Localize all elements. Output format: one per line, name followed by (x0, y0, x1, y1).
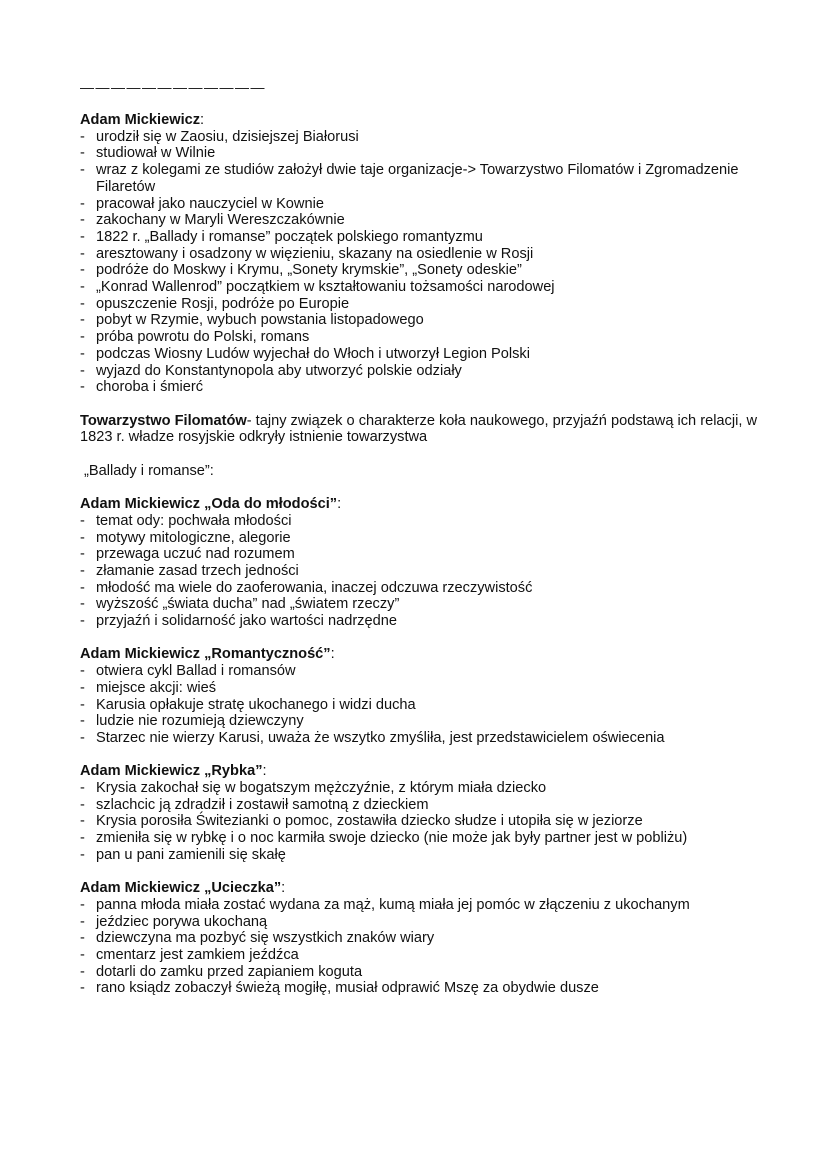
list-item: - podczas Wiosny Ludów wyjechał do Włoch i utworzył Legion Polski (80, 346, 770, 363)
section-rybka (80, 763, 770, 863)
list-item: - pracował jako nauczyciel w Kownie (80, 196, 770, 213)
bullet-list (80, 129, 770, 396)
list-item: - wyjazd do Konstantynopola aby utworzyć polskie odziały (80, 363, 770, 380)
list-item: - choroba i śmierć (80, 379, 770, 396)
list-item: - ludzie nie rozumieją dziewczyny (80, 713, 770, 730)
list-item: - Starzec nie wierzy Karusi, uważa że wszytko zmyśliła, jest przedstawicielem oświecenia (80, 730, 770, 747)
list-item: - pan u pani zamienili się skałę (80, 847, 770, 864)
paragraph (80, 413, 770, 446)
section-heading (80, 496, 770, 513)
section-filomaci (80, 413, 770, 446)
list-item: - opuszczenie Rosji, podróże po Europie (80, 296, 770, 313)
list-item: - dotarli do zamku przed zapianiem koguta (80, 964, 770, 981)
heading-title: Adam Mickiewicz „Oda do młodości” (80, 496, 338, 513)
heading-suffix: : (281, 880, 286, 897)
list-item: - urodził się w Zaosiu, dzisiejszej Białorusi (80, 129, 770, 146)
section-oda-do-mlodosci (80, 496, 770, 630)
heading-title: Towarzystwo Filomatów (80, 412, 247, 429)
separator-line: ———————————— (80, 79, 266, 95)
list-item: - zmieniła się w rybkę i o noc karmiła swoje dziecko (nie może jak były partner jest w pobliżu) (80, 830, 770, 847)
section-ballady-note (80, 463, 770, 480)
list-item: - studiował w Wilnie (80, 145, 770, 162)
list-item: - złamanie zasad trzech jedności (80, 563, 770, 580)
section-heading (80, 112, 770, 129)
section-heading (80, 763, 770, 780)
list-item: - wyższość „świata ducha” nad „światem rzeczy” (80, 596, 770, 613)
list-item: - otwiera cykl Ballad i romansów (80, 663, 770, 680)
heading-title: Adam Mickiewicz „Rybka” (80, 763, 263, 780)
list-item: - szlachcic ją zdradził i zostawił samotną z dzieckiem (80, 797, 770, 814)
heading-suffix: : (337, 496, 342, 513)
heading-suffix: : (200, 112, 205, 128)
heading-title: Adam Mickiewicz „Ucieczka” (80, 880, 282, 897)
bullet-list (80, 513, 770, 630)
paragraph-text: - tajny związek o charakterze koła naukowego, przyjaźń podstawą ich relacji, w 1823 r. władze rosyjskie odkryły istnienie towarzystwa (80, 412, 757, 446)
bullet-list (80, 663, 770, 747)
list-item: - młodość ma wiele do zaoferowania, inaczej odczuwa rzeczywistość (80, 580, 770, 597)
heading-suffix: : (330, 646, 335, 663)
bullet-list (80, 780, 770, 864)
list-item: - wraz z kolegami ze studiów założył dwie taje organizacje-> Towarzystwo Filomatów i Zgromadzenie Filaretów (80, 162, 770, 195)
list-item: - aresztowany i osadzony w więzieniu, skazany na osiedlenie w Rosji (80, 246, 770, 263)
list-item: - „Konrad Wallenrod” początkiem w kształtowaniu tożsamości narodowej (80, 279, 770, 296)
list-item: - przewaga uczuć nad rozumem (80, 546, 770, 563)
list-item: - miejsce akcji: wieś (80, 680, 770, 697)
document-content (80, 112, 770, 1014)
list-item: - przyjaźń i solidarność jako wartości nadrzędne (80, 613, 770, 630)
list-item: - dziewczyna ma pozbyć się wszystkich znaków wiary (80, 930, 770, 947)
list-item: - próba powrotu do Polski, romans (80, 329, 770, 346)
heading-title: Adam Mickiewicz „Romantyczność” (80, 646, 331, 663)
note-text: „Ballady i romanse”: (84, 462, 214, 479)
section-heading (80, 646, 770, 663)
bullet-list (80, 897, 770, 997)
section-ucieczka (80, 880, 770, 997)
list-item: - jeździec porywa ukochaną (80, 914, 770, 931)
list-item: - pobyt w Rzymie, wybuch powstania listopadowego (80, 312, 770, 329)
list-item: - Krysia zakochał się w bogatszym mężczyźnie, z którym miała dziecko (80, 780, 770, 797)
section-biography (80, 112, 770, 396)
list-item: - cmentarz jest zamkiem jeźdźca (80, 947, 770, 964)
heading-title: Adam Mickiewicz (80, 112, 201, 128)
heading-suffix: : (262, 763, 267, 780)
section-romantycznosc (80, 646, 770, 746)
list-item: - zakochany w Maryli Wereszczakównie (80, 212, 770, 229)
list-item: - motywy mitologiczne, alegorie (80, 530, 770, 547)
list-item: - panna młoda miała zostać wydana za mąż, kumą miała jej pomóc w złączeniu z ukochanym (80, 897, 770, 914)
list-item: - temat ody: pochwała młodości (80, 513, 770, 530)
list-item: - rano ksiądz zobaczył świeżą mogiłę, musiał odprawić Mszę za obydwie dusze (80, 980, 770, 997)
list-item: - podróże do Moskwy i Krymu, „Sonety krymskie”, „Sonety odeskie” (80, 262, 770, 279)
list-item: - Krysia porosiła Świtezianki o pomoc, zostawiła dziecko słudze i utopiła się w jeziorze (80, 813, 770, 830)
section-heading (80, 880, 770, 897)
list-item: - 1822 r. „Ballady i romanse” początek polskiego romantyzmu (80, 229, 770, 246)
list-item: - Karusia opłakuje stratę ukochanego i widzi ducha (80, 697, 770, 714)
